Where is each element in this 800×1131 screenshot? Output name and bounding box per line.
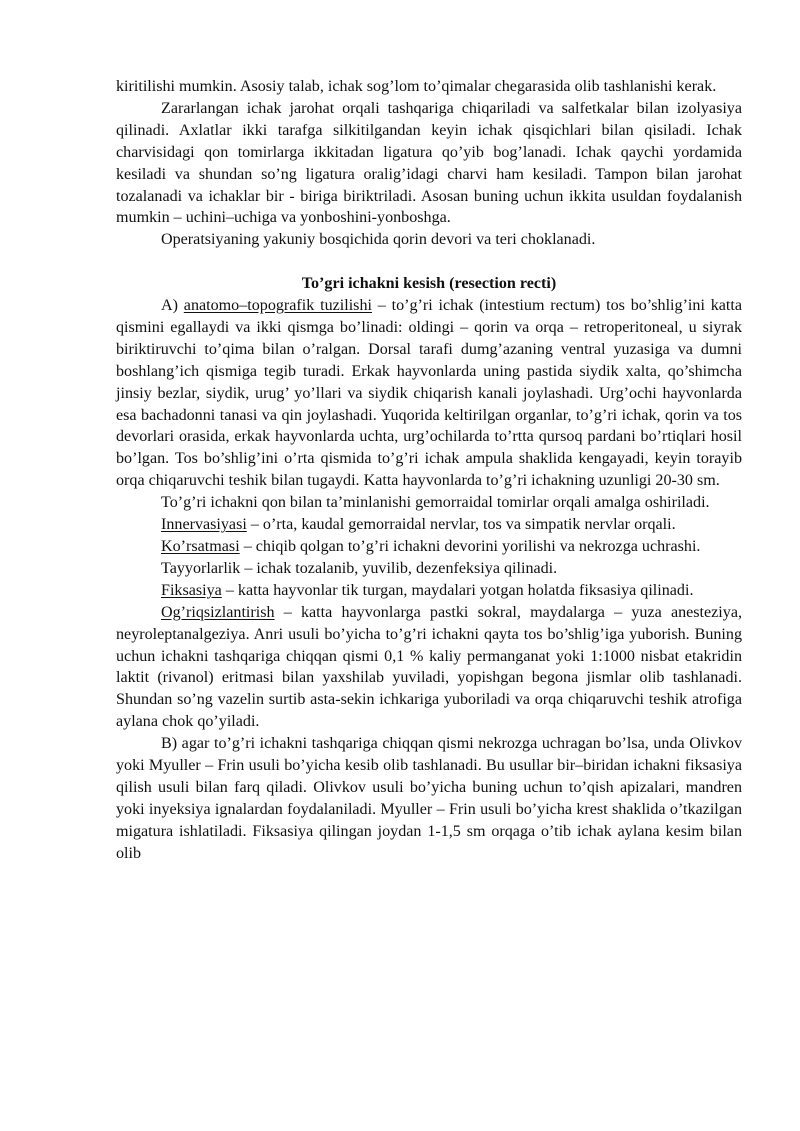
paragraph-continuation: kiritilishi mumkin. Asosiy talab, ichak sog’lom to’qimalar chegarasida olib tashlanishi kerak. — [116, 78, 717, 95]
paragraph-anesthesia — [116, 602, 742, 733]
paragraph-blood-supply: To’g’ri ichakni qon bilan ta’minlanishi gemorraidal tomirlar orqali amalga oshiriladi. — [161, 494, 710, 512]
anatomy-prefix: A) — [161, 297, 184, 315]
innervation-text: – o’rta, kaudal gemorraidal nervlar, tos va simpatik nervlar orqali. — [246, 516, 676, 534]
fixation-term: Fiksasiya — [161, 581, 222, 599]
section-heading: To’gri ichakni kesish (resection recti) — [301, 275, 557, 293]
paragraph-fixation — [116, 580, 742, 602]
anesthesia-text: – katta hayvonlarga pastki sokral, maydalarga – yuza anesteziya, neyroleptanalgeziya. Anri usuli bo’yicha to’g’ri ichakni qayta tos bo’shlig’iga yuborish. Buning uchun ichakni tashqariga chiqqan qismi 0,1 % kaliy permanganat yoki 1:1000 nisbat etakridin laktit (rivanol) eritmasi bilan yaxshilab yuviladi, yopishgan begona jismlar olib tashlanadi. Shundan so’ng vazelin surtib asta-sekin ichkariga yuboriladi va orqa chiqaruvchi teshik atrofiga aylana chok qo’yiladi. — [116, 603, 742, 731]
fixation-text: – katta hayvonlar tik turgan, maydalari yotgan holatda fiksasiya qilinadi. — [221, 581, 694, 599]
anesthesia-term: Og’riqsizlantirish — [161, 603, 275, 621]
anatomy-term: anatomo–topografik tuzilishi — [183, 297, 372, 315]
paragraph-final-stage: Operatsiyaning yakuniy bosqichida qorin devori va teri choklanadi. — [161, 231, 596, 249]
paragraph-preparation: Tayyorlarlik – ichak tozalanib, yuvilib, dezenfeksiya qilinadi. — [161, 559, 558, 577]
paragraph-resection-steps: Zararlangan ichak jarohat orqali tashqariga chiqariladi va salfetkalar bilan izolyasiya qilinadi. Axlatlar ikki tarafga silkitilgandan keyin ichak qisqichlari bilan qisiladi. Ichak charvisidagi qon tomirlarga ikkitadan ligatura qo’yib bog’lanadi. Ichak qaychi yordamida kesiladi va shundan so’ng ligatura oralig’idagi charvi ham kesiladi. Tampon bilan jarohat tozalanadi va ichaklar bir - biriga biriktriladi. Asosan buning uchun ikkita usuldan foydalanish mumkin – uchini–uchiga va yonboshini-yonboshga. — [116, 99, 742, 227]
paragraph-indication — [116, 536, 742, 558]
indication-term: Ko’rsatmasi — [161, 538, 240, 556]
paragraph-innervation — [116, 514, 742, 536]
innervation-term: Innervasiyasi — [161, 516, 247, 534]
indication-text: – chiqib qolgan to’g’ri ichakni devorini yorilishi va nekrozga uchrashi. — [239, 538, 701, 556]
anatomy-text: – to’g’ri ichak (intestium rectum) tos bo’shlig’ini katta qismini egallaydi va ikki qismga bo’linadi: oldingi – qorin va orqa – retroperitoneal, u siyrak biriktiruvchi to’qima bilan o’ralgan. Dorsal tarafi dumg’azaning ventral yuzasiga va dumni boshlang’ich qismiga tegib turadi. Erkak hayvonlarda uning pastida siydik xalta, qo’shimcha jinsiy bezlar, siydik, urug’ yo’llari va siydik chiqarish kanali joylashadi. Urg’ochi hayvonlarda esa bachadonni tanasi va qin joylashadi. Yuqorida keltirilgan organlar, to’g’ri ichak, qorin va tos devorlari orasida, erkak hayvonlarda uchta, urg’ochilarda to’rtta qursoq pardani bo’rtiqlari hosil bo’lgan. Tos bo’shlig’ini o’rta qismida to’g’ri ichak ampula shaklida kengayadi, keyin torayib orqa chiqaruvchi teshik bilan tugaydi. Katta hayvonlarda to’g’ri ichakning uzunligi 20-30 sm. — [116, 297, 742, 490]
paragraph-part-b: B) agar to’g’ri ichakni tashqariga chiqqan qismi nekrozga uchragan bo’lsa, unda Olivkov yoki Myuller – Frin usuli bo’yicha kesib olib tashlanadi. Bu usullar bir–biridan ichakni fiksasiya qilish usuli bilan farq qiladi. Olivkov usuli bo’yicha buning uchun to’qish apizalari, mandren yoki inyeksiya ignalardan foydalaniladi. Myuller – Frin usuli bo’yicha krest shaklida o’tkazilgan migatura ishlatiladi. Fiksasiya qilingan joydan 1-1,5 sm orqaga o’tib ichak aylana kesim bilan olib — [116, 735, 742, 862]
paragraph-anatomy — [116, 295, 742, 492]
